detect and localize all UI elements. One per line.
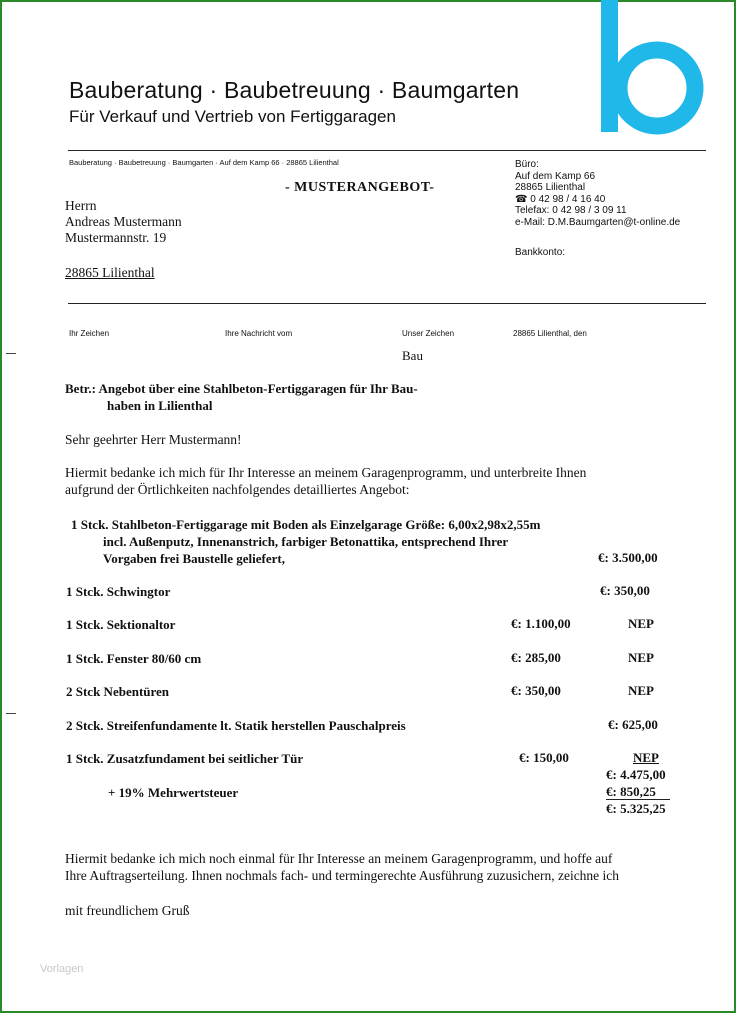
item-fundamente: 2 Stck. Streifenfundamente lt. Statik herstellen Pauschalpreis [66,718,406,733]
letterhead-title: Bauberatung · Baubetreuung · Baumgarten [69,77,520,103]
sender-line: Bauberatung · Baubetreuung · Baumgarten · Auf dem Kamp 66 · 28865 Lilienthal [69,158,339,167]
subject-line-2: haben in Lilienthal [107,398,213,413]
grand-total: €: 5.325,25 [606,801,666,816]
vat-underline [606,799,670,800]
item-fenster: 1 Stck. Fenster 80/60 cm [66,651,202,666]
office-fax: Telefax: 0 42 98 / 3 09 11 [515,205,627,216]
item-garage-line-3: Vorgaben frei Baustelle geliefert, [103,551,285,566]
watermark: Vorlagen [40,963,84,975]
our-reference-value: Bau [402,348,423,363]
item-fenster-price: €: 285,00 [511,650,561,665]
office-city: 28865 Lilienthal [515,182,586,193]
item-schwingtor: 1 Stck. Schwingtor [66,584,171,599]
intro-line-1: Hiermit bedanke ich mich für Ihr Interesse an meinem Garagenprogramm, und unterbreite Ihnen [65,465,587,480]
item-nebentueren: 2 Stck Nebentüren [66,684,170,699]
recipient-name: Andreas Mustermann [65,214,182,229]
fold-mark [6,713,16,714]
office-label: Büro: [515,159,539,170]
greeting: Sehr geehrter Herr Mustermann! [65,432,242,447]
item-nebentueren-note: NEP [628,683,654,698]
item-fenster-note: NEP [628,650,654,665]
item-garage-line-1: 1 Stck. Stahlbeton-Fertiggarage mit Boden als Einzelgarage Größe: 6,00x2,98x2,55m [71,517,541,532]
item-garage-price: €: 3.500,00 [598,550,658,565]
bank-label: Bankkonto: [515,247,566,258]
closing-line-1: Hiermit bedanke ich mich noch einmal für Ihr Interesse an meinem Garagenprogramm, und hoffe auf [65,851,613,866]
vat-label: + 19% Mehrwertsteuer [108,785,239,800]
item-sektionaltor-note: NEP [628,616,654,631]
closing-line-2: Ihre Auftragserteilung. Ihnen nochmals fach- und termingerechte Ausführung zuzusichern, zeichne ich [65,868,620,883]
item-sektionaltor-price: €: 1.100,00 [511,616,571,631]
item-nebentueren-price: €: 350,00 [511,683,561,698]
item-garage-line-2: incl. Außenputz, Innenanstrich, farbiger Betonattika, entsprechend Ihrer [103,534,509,549]
place-date-label: 28865 Lilienthal, den [513,329,587,338]
office-phone: ☎ 0 42 98 / 4 16 40 [515,193,606,205]
item-sektionaltor: 1 Stck. Sektionaltor [66,617,176,632]
item-schwingtor-price: €: 350,00 [600,583,650,598]
intro-line-2: aufgrund der Örtlichkeiten nachfolgendes detailliertes Angebot: [65,482,410,497]
offer-title: - MUSTERANGEBOT- [285,180,435,195]
item-fundamente-price: €: 625,00 [608,717,658,732]
logo-b-icon [595,0,705,144]
vat-amount: €: 850,25 [606,784,656,799]
item-zusatz-note: NEP [633,750,659,765]
office-block [515,159,680,228]
item-zusatz-price: €: 150,00 [519,750,569,765]
your-message-label: Ihre Nachricht vom [225,329,293,338]
closing-regards: mit freundlichem Gruß [65,903,190,918]
your-reference-label: Ihr Zeichen [69,329,110,338]
subject-line-1: Betr.: Angebot über eine Stahlbeton-Fertiggaragen für Ihr Bau- [65,381,418,396]
fold-mark [6,353,16,354]
recipient-salutation: Herrn [65,198,97,213]
recipient-street: Mustermannstr. 19 [65,230,167,245]
office-email: e-Mail: D.M.Baumgarten@t-online.de [515,216,681,228]
recipient-block [65,198,182,246]
subtotal: €: 4.475,00 [606,767,666,782]
item-zusatz: 1 Stck. Zusatzfundament bei seitlicher Tür [66,751,304,766]
address-divider [68,303,706,304]
our-reference-label: Unser Zeichen [402,329,455,338]
recipient-city: 28865 Lilienthal [65,265,155,280]
letterhead-subtitle: Für Verkauf und Vertrieb von Fertiggaragen [69,107,396,126]
header-divider [68,150,706,151]
office-street: Auf dem Kamp 66 [515,170,596,182]
